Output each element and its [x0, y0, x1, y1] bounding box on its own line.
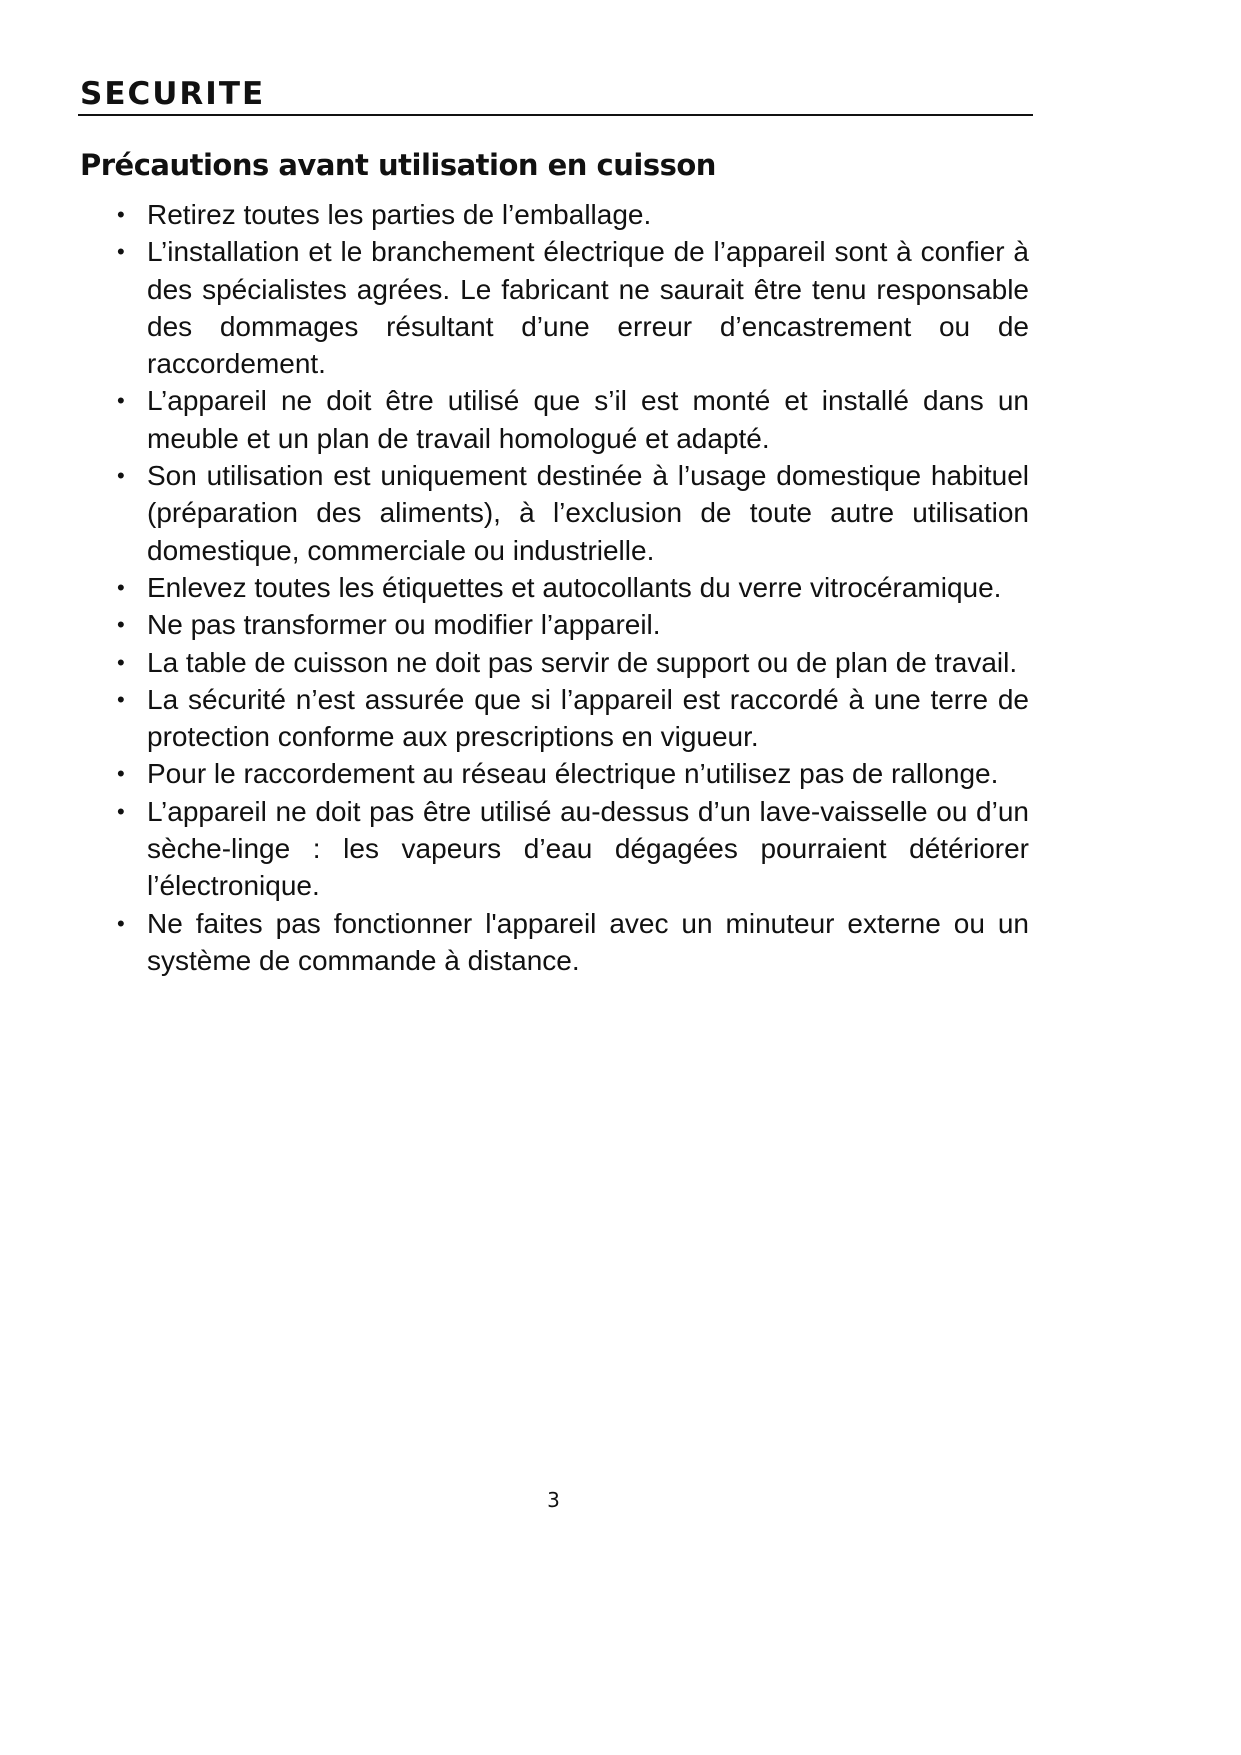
list-item — [117, 606, 1029, 643]
bullet-icon: • — [117, 388, 125, 414]
bullet-icon: • — [117, 239, 125, 265]
list-item — [117, 382, 1029, 457]
bullet-icon: • — [117, 612, 125, 638]
list-item-text: L’installation et le branchement électrique de l’appareil sont à confier à des spécialistes agrées. Le fabricant ne saurait être tenu responsable des dommages résultant d’une erreur d’encastrement ou de raccordement. — [147, 236, 1029, 380]
bullet-icon: • — [117, 910, 125, 936]
list-item-text: Pour le raccordement au réseau électrique n’utilisez pas de rallonge. — [147, 758, 999, 790]
list-item-text: Enlevez toutes les étiquettes et autocollants du verre vitrocéramique. — [147, 571, 1002, 603]
bullet-icon: • — [117, 463, 125, 489]
list-item-text: Son utilisation est uniquement destinée à l’usage domestique habituel (préparation des aliments), à l’exclusion de toute autre utilisation domestique, commerciale ou industrielle. — [147, 460, 1029, 566]
list-item-text: Ne pas transformer ou modifier l’appareil. — [147, 609, 661, 641]
list-item — [117, 569, 1029, 606]
bullet-icon: • — [117, 574, 125, 600]
list-item — [117, 905, 1029, 980]
page-number: 3 — [547, 1488, 560, 1512]
list-item-text: Retirez toutes les parties de l’emballage. — [147, 199, 652, 230]
list-item — [117, 457, 1029, 569]
bullet-icon: • — [117, 649, 125, 675]
list-item-text: Ne faites pas fonctionner l'appareil avec un minuteur externe ou un système de commande à distance. — [147, 907, 1029, 976]
list-item — [117, 196, 1029, 233]
list-item-text: L’appareil ne doit pas être utilisé au-dessus d’un lave-vaisselle ou d’un sèche-linge : les vapeurs d’eau dégagées pourraient détériorer l’électronique. — [147, 795, 1029, 902]
title-underline — [78, 114, 1033, 116]
list-item — [117, 644, 1029, 681]
bullet-icon: • — [117, 202, 125, 227]
list-item — [117, 793, 1029, 905]
list-item — [117, 681, 1029, 756]
list-item — [117, 755, 1029, 792]
bullet-icon: • — [117, 686, 125, 712]
bullet-icon: • — [117, 761, 125, 787]
list-item — [117, 233, 1029, 382]
subsection-title: Précautions avant utilisation en cuisson — [80, 148, 716, 182]
list-item-text: La table de cuisson ne doit pas servir de support ou de plan de travail. — [147, 646, 1018, 678]
section-title: SECURITE — [80, 76, 266, 112]
precautions-list — [117, 196, 1029, 979]
list-item-text: La sécurité n’est assurée que si l’appareil est raccordé à une terre de protection conforme aux prescriptions en vigueur. — [147, 683, 1029, 753]
list-item-text: L’appareil ne doit être utilisé que s’il est monté et installé dans un meuble et un plan de travail homologué et adapté. — [147, 385, 1029, 454]
bullet-icon: • — [117, 798, 125, 824]
